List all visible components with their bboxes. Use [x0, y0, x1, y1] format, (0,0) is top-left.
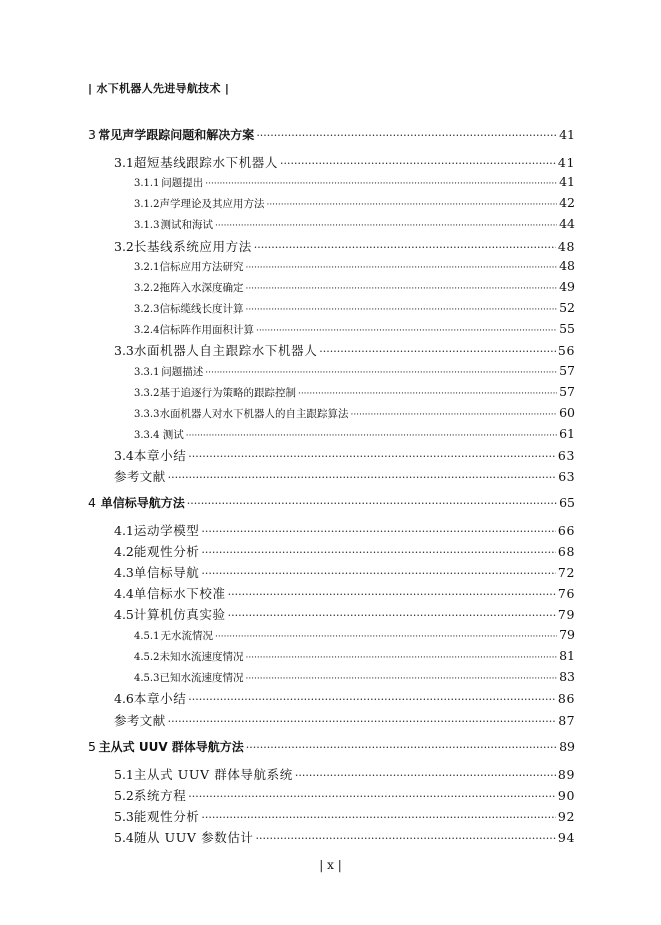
- toc-entry: [134, 363, 575, 379]
- toc-entry-page: 66: [557, 523, 575, 538]
- dot-leader: [295, 769, 556, 782]
- toc-chapter-entry: [88, 738, 575, 755]
- toc-entry-page: 41: [557, 155, 575, 170]
- toc-entry-title: 测试和海试: [160, 219, 213, 231]
- toc-entry-page: 55: [559, 321, 575, 336]
- dot-leader: [215, 632, 557, 642]
- dot-leader: [205, 368, 557, 378]
- toc-entry-title: 计算机仿真实验: [133, 607, 226, 622]
- toc-entry-title: 本章小结: [133, 691, 187, 706]
- toc-entry-number: 4.5.1: [134, 631, 160, 642]
- dot-leader: [298, 389, 557, 399]
- toc-entry-title: 水面机器人自主跟踪水下机器人: [133, 343, 318, 358]
- toc-entry-title: 无水流情况: [160, 630, 213, 642]
- toc-entry-page: 56: [557, 343, 575, 358]
- toc-entry: [134, 216, 575, 232]
- toc-entry-title: 参考文献: [114, 469, 166, 484]
- toc-entry: [134, 648, 575, 664]
- toc-entry-page: 63: [558, 469, 575, 484]
- toc-entry-page: 63: [557, 448, 575, 463]
- dot-leader: [188, 693, 556, 706]
- toc-entry-title: 拖阵入水深度确定: [159, 282, 244, 294]
- dot-leader: [280, 157, 556, 170]
- toc-entry-title: 单信标导航: [133, 565, 200, 580]
- toc-entry: [114, 542, 575, 560]
- toc-entry-number: 3.1.2: [134, 199, 160, 210]
- toc-entry-number: 4.2: [114, 544, 134, 559]
- page-number: | x |: [319, 858, 342, 872]
- dot-leader: [188, 790, 556, 803]
- toc-entry-title: 问题提出: [161, 177, 204, 189]
- toc-entry: [134, 195, 575, 211]
- toc-entry-number: 5.3: [114, 809, 134, 824]
- toc-entry-page: 52: [559, 300, 575, 315]
- toc-entry: [114, 605, 575, 623]
- dot-leader: [201, 525, 555, 538]
- dot-leader: [201, 546, 555, 559]
- toc-entry: [114, 563, 575, 581]
- toc-entry-number: 5.1: [114, 767, 134, 782]
- dot-leader: [245, 653, 557, 663]
- toc-entry-page: 41: [559, 174, 575, 189]
- toc-entry-page: 68: [557, 544, 575, 559]
- toc-entry-page: 79: [557, 607, 575, 622]
- toc-entry: [134, 627, 575, 643]
- toc-entry-title: 本章小结: [133, 448, 187, 463]
- toc-entry-title: 声学理论及其应用方法: [159, 198, 265, 210]
- dot-leader: [256, 129, 557, 142]
- toc-entry: [114, 765, 575, 783]
- toc-entry-title: 参考文献: [114, 713, 166, 728]
- toc-entry-page: 42: [559, 195, 575, 210]
- dot-leader: [205, 179, 557, 189]
- toc-entry-page: 90: [557, 788, 575, 803]
- toc-entry-page: 94: [557, 830, 575, 845]
- toc-entry-page: 79: [559, 627, 575, 642]
- toc-entry-number: 5.4: [114, 830, 134, 845]
- toc-entry-number: 4.5.2: [134, 652, 160, 663]
- toc-entry-number: 3.2.3: [134, 304, 160, 315]
- dot-leader: [256, 832, 556, 845]
- toc-entry: [114, 521, 575, 539]
- toc-entry-number: 3.3.4: [134, 430, 160, 441]
- toc-entry-number: 3.1: [114, 155, 134, 170]
- toc-entry-number: 4.6: [114, 691, 134, 706]
- toc-entry-page: 48: [557, 239, 575, 254]
- toc-entry-title: 系统方程: [133, 788, 187, 803]
- toc-entry: [114, 828, 575, 846]
- toc-chapter-entry: [88, 126, 575, 143]
- dot-leader: [246, 741, 557, 754]
- dot-leader: [245, 284, 557, 294]
- toc-entry: [134, 279, 575, 295]
- dot-leader: [228, 609, 556, 622]
- toc-entry-number: 3.3.2: [134, 388, 160, 399]
- toc-entry: [114, 689, 575, 707]
- toc-entry-page: 92: [557, 809, 575, 824]
- dot-leader: [187, 497, 557, 510]
- toc-entry: [114, 341, 575, 359]
- dot-leader: [245, 263, 557, 273]
- toc-entry-page: 57: [559, 363, 575, 378]
- toc-entry-page: 57: [559, 384, 575, 399]
- toc-entry-number: 3.3.3: [134, 409, 160, 420]
- dot-leader: [256, 326, 557, 336]
- toc-entry-page: 41: [559, 127, 575, 142]
- toc-entry: [114, 153, 575, 171]
- toc-entry-page: 65: [559, 495, 575, 510]
- dot-leader: [188, 450, 556, 463]
- dot-leader: [319, 345, 556, 358]
- toc-entry-title: 长基线系统应用方法: [133, 239, 252, 254]
- dot-leader: [215, 221, 557, 231]
- toc-entry-title: 单信标导航方法: [100, 496, 185, 510]
- toc-entry-title: 信标缆线长度计算: [159, 303, 244, 315]
- toc-entry: [114, 786, 575, 804]
- toc-entry-number: 4.5: [114, 607, 134, 622]
- dot-leader: [201, 811, 555, 824]
- toc-entry-number: 3.4: [114, 448, 134, 463]
- toc-entry-page: 86: [557, 691, 575, 706]
- toc-entry-page: 48: [559, 258, 575, 273]
- toc-entry-page: 89: [557, 767, 575, 782]
- toc-entry-title: 随从 UUV 参数估计: [133, 830, 254, 845]
- toc-entry-number: 3.1.1: [134, 178, 160, 189]
- toc-entry-title: 问题描述: [161, 366, 204, 378]
- toc-entry-title: 超短基线跟踪水下机器人: [133, 155, 278, 170]
- toc-entry-page: 61: [559, 426, 575, 441]
- toc-chapter-entry: [88, 494, 575, 511]
- toc-entry-number: 3.3: [114, 343, 134, 358]
- toc-entry: [134, 258, 575, 274]
- toc-entry: [134, 384, 575, 400]
- toc-entry-page: 76: [557, 586, 575, 601]
- dot-leader: [266, 200, 557, 210]
- dot-leader: [245, 674, 557, 684]
- toc-entry-page: 72: [557, 565, 575, 580]
- toc-entry-page: 49: [559, 279, 575, 294]
- toc-entry-number: 3.2.4: [134, 325, 160, 336]
- toc-entry: [134, 300, 575, 316]
- toc-entry: [134, 174, 575, 190]
- dot-leader: [201, 567, 555, 580]
- toc-entry-number: 3: [88, 127, 96, 142]
- toc-entry-title: 基于追逐行为策略的跟踪控制: [159, 387, 296, 399]
- dot-leader: [254, 241, 556, 254]
- toc-entry-title: 已知水流速度情况: [159, 672, 244, 684]
- toc-references-entry: [114, 711, 575, 729]
- toc-references-entry: [114, 467, 575, 485]
- dot-leader: [350, 410, 557, 420]
- toc-entry-title: 运动学模型: [133, 523, 200, 538]
- toc-entry-number: 3.2.1: [134, 262, 160, 273]
- toc-entry-number: 4.1: [114, 523, 134, 538]
- dot-leader: [168, 471, 557, 484]
- toc-entry-title: 能观性分析: [133, 544, 200, 559]
- toc-entry-number: 3.2: [114, 239, 134, 254]
- toc-entry-number: 4: [88, 495, 96, 510]
- toc-entry-number: 4.3: [114, 565, 134, 580]
- toc-entry-page: 89: [559, 739, 575, 754]
- toc-entry-title: 能观性分析: [133, 809, 200, 824]
- toc-entry-number: 3.1.3: [134, 220, 160, 231]
- toc-entry-page: 44: [559, 216, 575, 231]
- toc-entry: [114, 584, 575, 602]
- toc-entry: [114, 446, 575, 464]
- toc-entry-number: 5: [88, 739, 96, 754]
- toc-entry: [114, 237, 575, 255]
- toc-entry-number: 4.4: [114, 586, 134, 601]
- toc-entry-title: 主从式 UUV 群体导航系统: [133, 767, 293, 782]
- toc-entry-number: 4.5.3: [134, 673, 160, 684]
- toc-entry-title: 信标阵作用面积计算: [159, 324, 254, 336]
- toc-entry-page: 83: [559, 669, 575, 684]
- toc-entry-title: 测试: [162, 429, 184, 441]
- toc-entry: [134, 426, 575, 442]
- toc-entry-title: 单信标水下校准: [133, 586, 226, 601]
- dot-leader: [186, 431, 557, 441]
- toc-entry: [134, 321, 575, 337]
- toc-entry-title: 信标应用方法研究: [159, 261, 244, 273]
- toc-entry-title: 未知水流速度情况: [159, 651, 244, 663]
- toc-entry-title: 主从式 UUV 群体导航方法: [98, 740, 244, 754]
- toc-entry-title: 水面机器人对水下机器人的自主跟踪算法: [159, 408, 349, 420]
- toc-entry-title: 常见声学跟踪问题和解决方案: [98, 128, 255, 142]
- toc-entry: [114, 807, 575, 825]
- toc-entry-page: 60: [559, 405, 575, 420]
- dot-leader: [168, 715, 557, 728]
- dot-leader: [228, 588, 556, 601]
- dot-leader: [245, 305, 557, 315]
- toc-entry: [134, 405, 575, 421]
- running-header: | 水下机器人先进导航技术 |: [88, 82, 230, 95]
- toc-entry-page: 87: [558, 713, 575, 728]
- toc-entry-number: 3.3.1: [134, 367, 160, 378]
- toc-entry-number: 5.2: [114, 788, 134, 803]
- toc-entry: [134, 669, 575, 685]
- toc-entry-number: 3.2.2: [134, 283, 160, 294]
- toc-entry-page: 81: [559, 648, 575, 663]
